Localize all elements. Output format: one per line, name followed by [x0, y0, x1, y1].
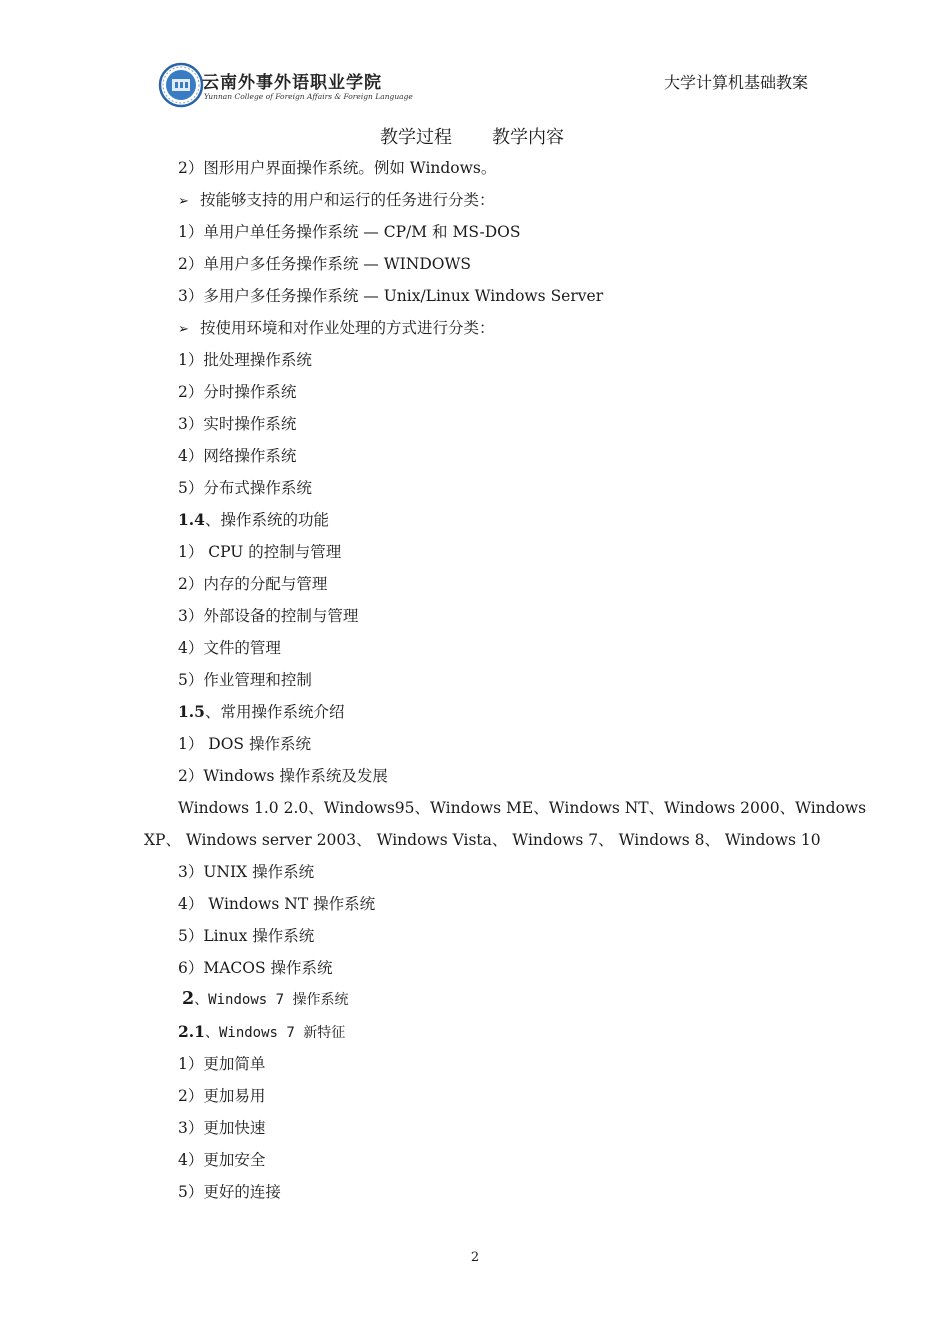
- text-line: 4） Windows NT 操作系统: [178, 895, 376, 913]
- heading-text: 、常用操作系统介绍: [204, 703, 345, 721]
- heading-2-1: [144, 1016, 812, 1048]
- text-line: 2）图形用户界面操作系统。例如 Windows。: [178, 159, 497, 177]
- bullet-text: 按使用环境和对作业处理的方式进行分类：: [200, 319, 495, 337]
- text-line: 1）批处理操作系统: [178, 351, 312, 369]
- text-line: 1）更加简单: [178, 1055, 266, 1073]
- arrow-bullet-icon: ➢: [178, 194, 189, 209]
- heading-text: 、Windows 7 操作系统: [194, 992, 349, 1008]
- text-line: 2）内存的分配与管理: [178, 575, 328, 593]
- heading-number: 1.4: [178, 510, 205, 529]
- section-title: [380, 123, 564, 149]
- heading-number: 1.5: [178, 702, 205, 721]
- college-logo-icon: [158, 62, 204, 108]
- text-line: Windows 1.0 2.0、Windows95、Windows ME、Windows NT、Windows 2000、Windows: [178, 799, 867, 817]
- text-line: 3）外部设备的控制与管理: [178, 607, 359, 625]
- text-line: 1） DOS 操作系统: [178, 735, 311, 753]
- arrow-bullet-icon: ➢: [178, 322, 189, 337]
- text-line: 6）MACOS 操作系统: [178, 959, 333, 977]
- college-name-en: Yunnan College of Foreign Affairs & Foreign Language: [204, 92, 413, 101]
- section-col-content: 教学内容: [492, 127, 564, 148]
- text-line: 2）单用户多任务操作系统 — WINDOWS: [178, 255, 472, 273]
- heading-text: 、操作系统的功能: [204, 511, 329, 529]
- text-line: 1） CPU 的控制与管理: [178, 543, 342, 561]
- bullet-text: 按能够支持的用户和运行的任务进行分类：: [200, 191, 495, 209]
- document-body: [144, 152, 867, 1208]
- text-line: 5）作业管理和控制: [178, 671, 312, 689]
- text-line: 4）更加安全: [178, 1151, 266, 1169]
- heading-2: [144, 984, 812, 1016]
- heading-text: 、Windows 7 新特征: [204, 1025, 346, 1041]
- heading-1-4: [144, 504, 812, 536]
- text-line: 3）多用户多任务操作系统 — Unix/Linux Windows Server: [178, 287, 604, 305]
- heading-number: 2.1: [178, 1022, 205, 1041]
- text-line-continued: XP、 Windows server 2003、 Windows Vista、 Windows 7、 Windows 8、 Windows 10: [144, 831, 821, 849]
- text-line: 2）分时操作系统: [178, 383, 297, 401]
- page-header: [158, 62, 808, 110]
- text-line: 5）更好的连接: [178, 1183, 281, 1201]
- text-line: 1）单用户单任务操作系统 — CP/M 和 MS-DOS: [178, 223, 521, 241]
- page-number: 2: [470, 1250, 480, 1265]
- bullet-line: [144, 312, 812, 344]
- text-line: 4）网络操作系统: [178, 447, 297, 465]
- text-line: 5）Linux 操作系统: [178, 927, 315, 945]
- text-line: 3）UNIX 操作系统: [178, 863, 315, 881]
- heading-1-5: [144, 696, 812, 728]
- heading-number: 2: [182, 989, 195, 1009]
- bullet-line: [144, 184, 812, 216]
- text-line: 2）更加易用: [178, 1087, 266, 1105]
- college-name-cn: 云南外事外语职业学院: [202, 73, 382, 93]
- text-line: 3）实时操作系统: [178, 415, 297, 433]
- text-line: 5）分布式操作系统: [178, 479, 312, 497]
- document-title: 大学计算机基础教案: [663, 73, 808, 92]
- text-line: 2）Windows 操作系统及发展: [178, 767, 388, 785]
- section-col-process: 教学过程: [380, 127, 452, 148]
- text-line: 3）更加快速: [178, 1119, 266, 1137]
- text-line: 4）文件的管理: [178, 639, 281, 657]
